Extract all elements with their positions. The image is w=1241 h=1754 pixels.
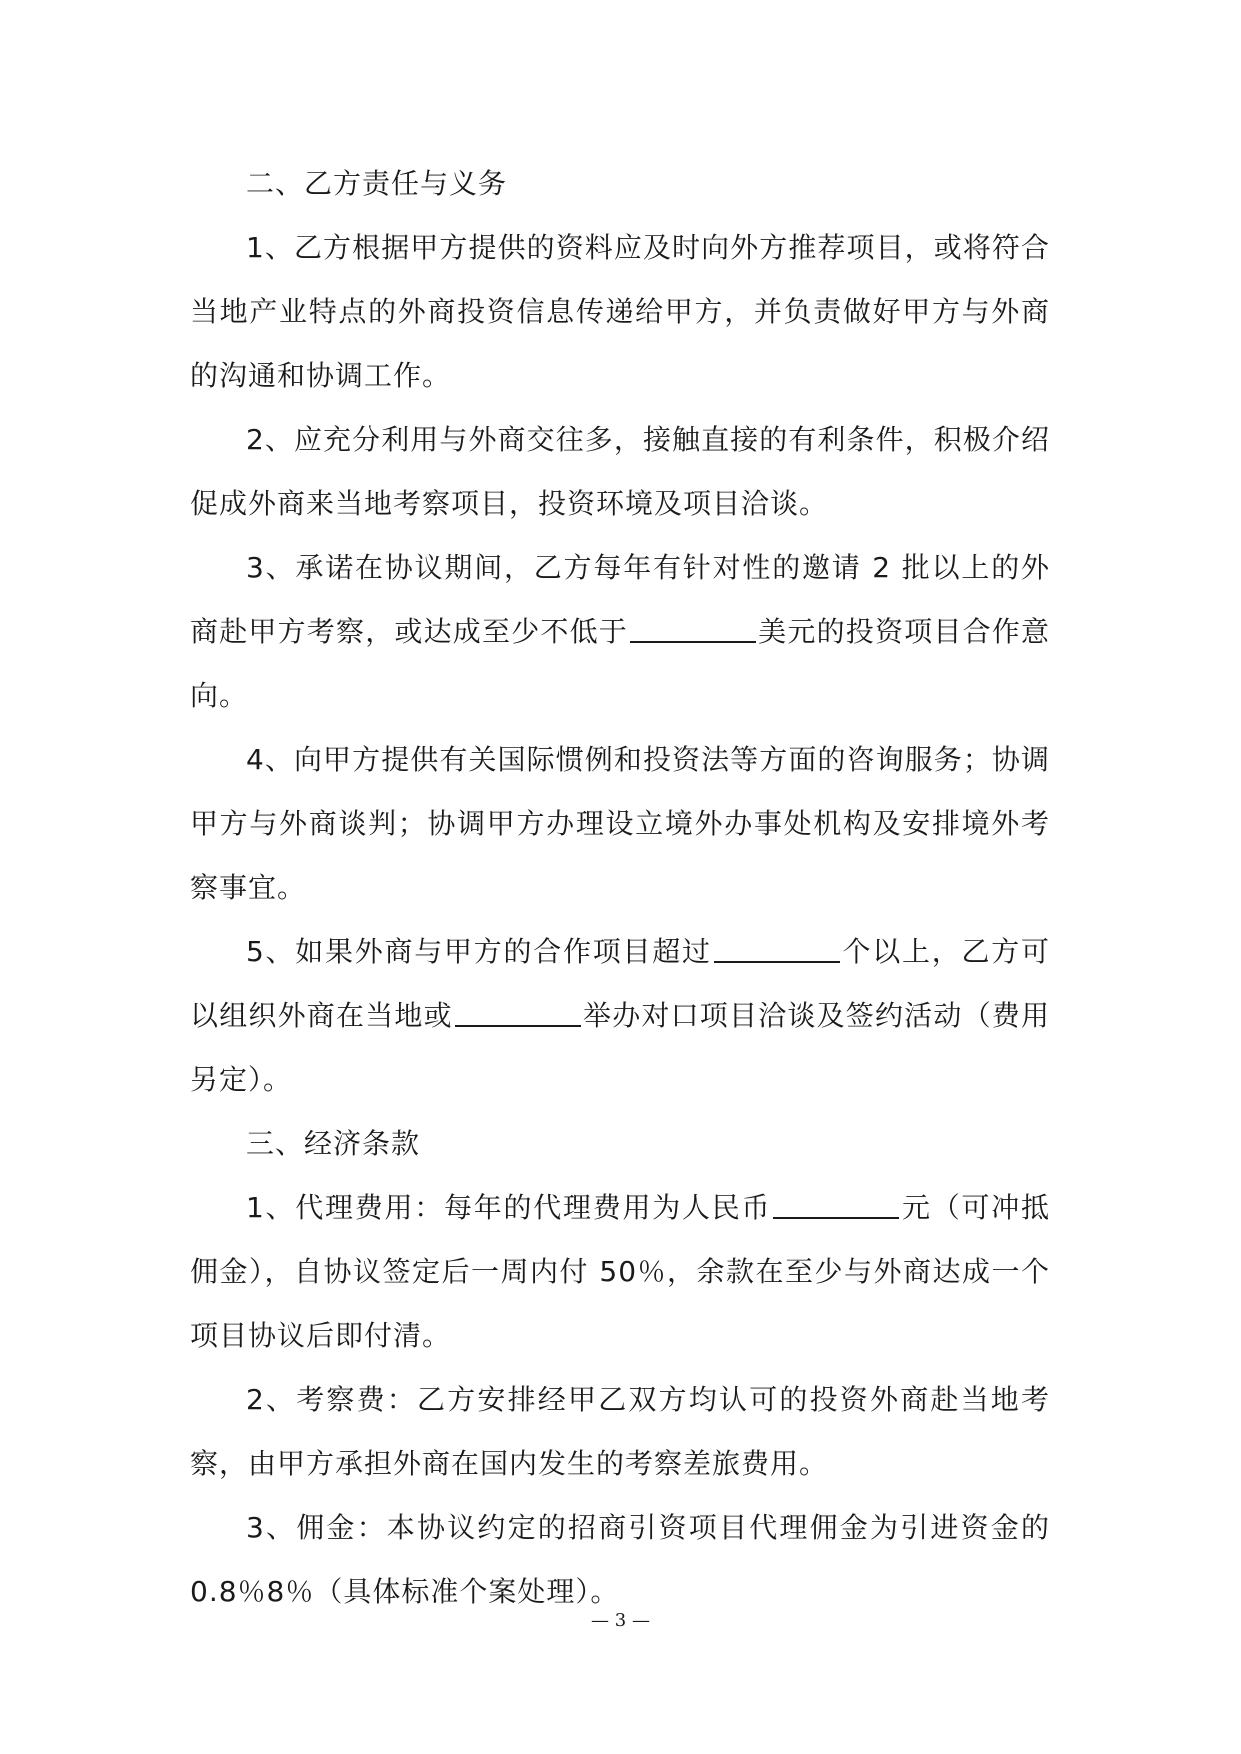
document-body [190, 152, 1050, 1624]
clause-3-2: 2、考察费：乙方安排经甲乙双方均认可的投资外商赴当地考察，由甲方承担外商在国内发生的考察差旅费用。 [190, 1383, 1050, 1480]
fill-blank-location [455, 999, 581, 1027]
clause-3-3: 3、佣金：本协议约定的招商引资项目代理佣金为引进资金的 0.8％8％（具体标准个案处理）。 [190, 1511, 1050, 1608]
clause-2-3-text-before: 3、承诺在协议期间，乙方每年有针对性的邀请 2 批以上的外商赴甲方考察，或达成至少不低于 [190, 551, 1050, 648]
clause-2-5-text-after: 举办对口项目洽谈及签约活动（费用另定）。 [190, 999, 1050, 1096]
clause-2-3-text-after: 美元的投资项目合作意向。 [190, 615, 1050, 712]
fill-blank-project-count [714, 935, 840, 963]
clause-2-3 [190, 536, 1050, 728]
clause-2-2: 2、应充分利用与外商交往多，接触直接的有利条件，积极介绍促成外商来当地考察项目，投资环境及项目洽谈。 [190, 423, 1050, 520]
clause-2-5 [190, 920, 1050, 1112]
clause-3-1 [190, 1176, 1050, 1368]
fill-blank-investment-amount [630, 615, 756, 643]
fill-blank-agency-fee [773, 1191, 899, 1219]
clause-3-1-text-before: 1、代理费用：每年的代理费用为人民币 [246, 1191, 772, 1224]
clause-2-4: 4、向甲方提供有关国际惯例和投资法等方面的咨询服务；协调甲方与外商谈判；协调甲方办理设立境外办事处机构及安排境外考察事宜。 [190, 743, 1050, 904]
clause-2-5-text-before: 5、如果外商与甲方的合作项目超过 [246, 935, 712, 968]
page-number: — 3 — [591, 1610, 650, 1631]
section-heading-obligations: 二、乙方责任与义务 [246, 167, 508, 200]
clause-2-1: 1、乙方根据甲方提供的资料应及时向外方推荐项目，或将符合当地产业特点的外商投资信息传递给甲方，并负责做好甲方与外商的沟通和协调工作。 [190, 231, 1050, 392]
clause-2-5-text-middle: 个以上，乙方可以组织外商在当地或 [190, 935, 1050, 1032]
clause-3-1-text-after: 元（可冲抵佣金），自协议签定后一周内付 50％，余款在至少与外商达成一个项目协议后即付清。 [190, 1191, 1050, 1352]
section-heading-economic-terms: 三、经济条款 [246, 1127, 421, 1160]
